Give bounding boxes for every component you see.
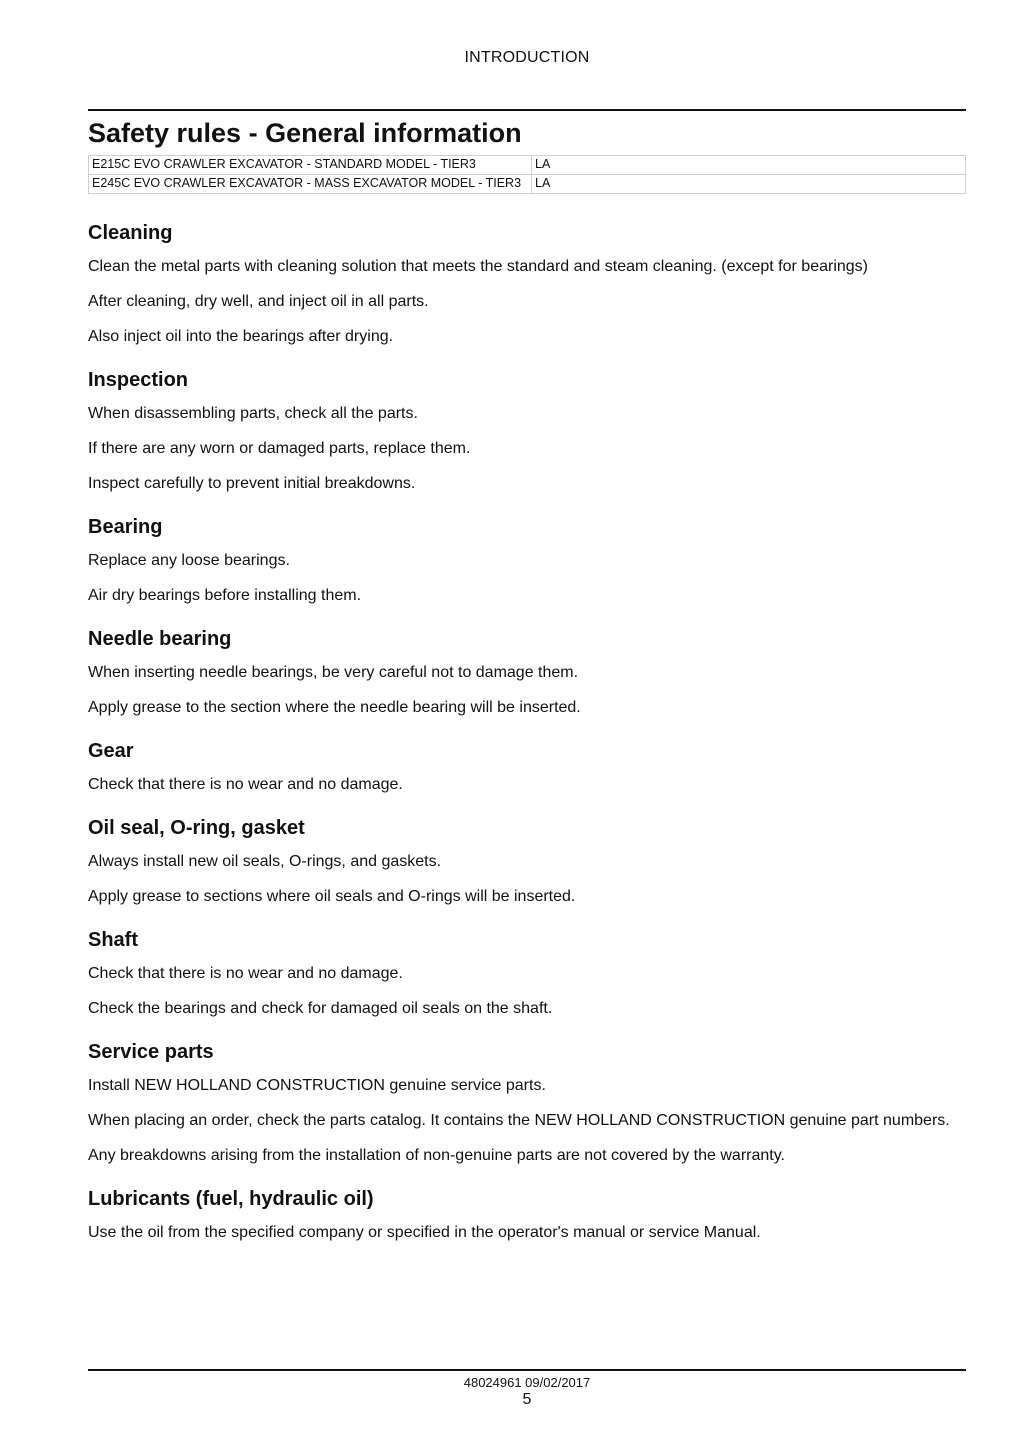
paragraph: Apply grease to sections where oil seals and O-rings will be inserted. <box>88 888 576 905</box>
paragraph: When inserting needle bearings, be very careful not to damage them. <box>88 664 579 681</box>
paragraph: Replace any loose bearings. <box>88 552 290 569</box>
page-title: Safety rules - General information <box>88 118 522 148</box>
section-heading: Oil seal, O-ring, gasket <box>88 817 305 839</box>
section-heading: Inspection <box>88 369 189 391</box>
paragraph: Check the bearings and check for damaged oil seals on the shaft. <box>88 1000 553 1017</box>
section-shaft <box>88 925 966 1019</box>
paragraph: Clean the metal parts with cleaning solution that meets the standard and steam cleaning. (except for bearings) <box>88 258 868 275</box>
paragraph: Any breakdowns arising from the installation of non-genuine parts are not covered by the warranty. <box>88 1147 785 1164</box>
applicability-table <box>88 155 966 194</box>
section-bearing <box>88 512 966 606</box>
title-divider <box>88 109 966 111</box>
paragraph: Air dry bearings before installing them. <box>88 587 362 604</box>
section-heading: Gear <box>88 740 134 762</box>
page-number: 5 <box>522 1391 532 1408</box>
footer-divider <box>88 1369 966 1371</box>
section-service-parts <box>88 1037 966 1166</box>
section-heading: Lubricants (fuel, hydraulic oil) <box>88 1188 374 1210</box>
document-body <box>88 109 966 1261</box>
paragraph: After cleaning, dry well, and inject oil in all parts. <box>88 293 429 310</box>
table-row <box>89 156 966 175</box>
section-cleaning <box>88 218 966 347</box>
model-cell: E215C EVO CRAWLER EXCAVATOR - STANDARD MODEL - TIER3 <box>89 156 532 175</box>
paragraph: Install NEW HOLLAND CONSTRUCTION genuine service parts. <box>88 1077 546 1094</box>
paragraph: Apply grease to the section where the needle bearing will be inserted. <box>88 699 581 716</box>
paragraph: Check that there is no wear and no damage. <box>88 776 403 793</box>
region-cell: LA <box>532 175 966 194</box>
model-cell: E245C EVO CRAWLER EXCAVATOR - MASS EXCAVATOR MODEL - TIER3 <box>89 175 532 194</box>
paragraph: Also inject oil into the bearings after drying. <box>88 328 394 345</box>
paragraph: When disassembling parts, check all the parts. <box>88 405 418 422</box>
section-heading: Shaft <box>88 929 138 951</box>
section-gear <box>88 736 966 795</box>
section-lubricants <box>88 1184 966 1243</box>
region-cell: LA <box>532 156 966 175</box>
paragraph: Inspect carefully to prevent initial breakdowns. <box>88 475 416 492</box>
paragraph: If there are any worn or damaged parts, replace them. <box>88 440 471 457</box>
section-heading: Needle bearing <box>88 628 232 650</box>
section-oil-seal <box>88 813 966 907</box>
footer-doc-code: 48024961 09/02/2017 <box>463 1375 591 1390</box>
section-heading: Bearing <box>88 516 163 538</box>
paragraph: Check that there is no wear and no damage. <box>88 965 403 982</box>
paragraph: When placing an order, check the parts catalog. It contains the NEW HOLLAND CONSTRUCTION genuine part numbers. <box>88 1112 950 1129</box>
section-inspection <box>88 365 966 494</box>
table-row <box>89 175 966 194</box>
section-heading: Cleaning <box>88 222 173 244</box>
paragraph: Always install new oil seals, O-rings, and gaskets. <box>88 853 442 870</box>
paragraph: Use the oil from the specified company or specified in the operator's manual or service Manual. <box>88 1224 761 1241</box>
section-needle-bearing <box>88 624 966 718</box>
section-heading: Service parts <box>88 1041 214 1063</box>
running-header: INTRODUCTION <box>464 49 590 66</box>
